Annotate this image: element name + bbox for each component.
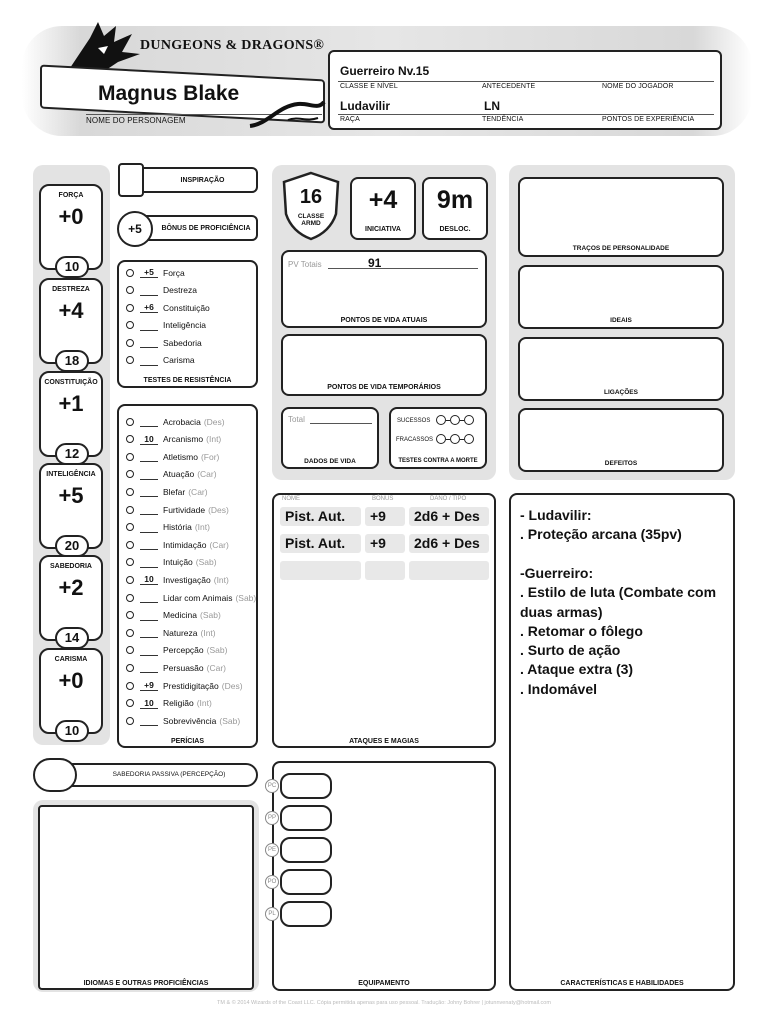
skill-name: Furtividade xyxy=(163,504,206,515)
attack-bonus[interactable]: +9 xyxy=(365,507,405,526)
equipment-title: EQUIPAMENTO xyxy=(358,980,410,987)
skill-name: Natureza xyxy=(163,627,198,638)
ability-score[interactable]: 10 xyxy=(55,256,89,278)
death-saves-label: TESTES CONTRA A MORTE xyxy=(398,458,478,464)
attacks-col-name: NOME xyxy=(282,496,300,502)
passive-wisdom-value[interactable] xyxy=(33,758,77,792)
skill-bonus xyxy=(140,451,158,462)
proficiency-circle[interactable] xyxy=(126,339,134,347)
proficiency-circle[interactable] xyxy=(126,418,134,426)
skill-bonus xyxy=(140,627,158,638)
saving-throw-row[interactable] xyxy=(126,299,210,316)
skill-attribute: (Int) xyxy=(196,698,212,709)
skill-bonus: 10 xyxy=(140,434,158,445)
skill-row[interactable] xyxy=(126,589,256,606)
armor-class-label-2: ARMD xyxy=(301,220,321,227)
skill-attribute: (Des) xyxy=(203,416,225,427)
alignment: LN xyxy=(484,99,500,113)
skill-attribute: (Int) xyxy=(200,627,216,638)
coin-label: PE xyxy=(265,843,279,857)
ability-name: CARISMA xyxy=(54,656,88,663)
skill-bonus: +9 xyxy=(140,680,158,691)
skill-row[interactable] xyxy=(126,642,227,659)
skill-row[interactable] xyxy=(126,536,229,553)
xp-label: PONTOS DE EXPERIÊNCIA xyxy=(602,116,695,123)
saving-throws-title: TESTES DE RESISTÊNCIA xyxy=(143,377,232,384)
passive-wisdom-label: SABEDORIA PASSIVA (PERCEPÇÃO) xyxy=(112,771,226,778)
skill-bonus xyxy=(140,715,158,726)
skill-name: Arcanismo xyxy=(163,434,204,445)
skill-attribute: (Sab) xyxy=(200,610,221,621)
coin-field[interactable] xyxy=(280,837,332,863)
skill-name: Intuição xyxy=(163,557,193,568)
proficiency-circle[interactable] xyxy=(126,470,134,478)
ability-score[interactable]: 18 xyxy=(55,350,89,372)
saving-throw-name: Constituição xyxy=(163,302,210,313)
feature-line: . Ataque extra (3) xyxy=(520,661,634,678)
skill-row[interactable] xyxy=(126,677,243,694)
skill-bonus xyxy=(140,522,158,533)
skill-attribute: (Car) xyxy=(188,486,208,497)
skill-name: Atletismo xyxy=(163,451,198,462)
skill-row[interactable] xyxy=(126,571,229,588)
proficiency-circle[interactable] xyxy=(126,286,134,294)
attack-bonus[interactable]: +9 xyxy=(365,534,405,553)
proficiency-circle[interactable] xyxy=(126,488,134,496)
feature-line: . Retomar o fôlego xyxy=(520,622,643,639)
proficiency-circle[interactable] xyxy=(126,594,134,602)
coin-label: PP xyxy=(265,811,279,825)
traits-label: TRAÇOS DE PERSONALIDADE xyxy=(572,245,670,252)
skill-bonus xyxy=(140,539,158,550)
skill-name: Medicina xyxy=(163,610,198,621)
skill-name: Prestidigitação xyxy=(163,680,219,691)
footer-copyright: TM & © 2014 Wizards of the Coast LLC. Cópia permitida apenas para uso pessoal. Tradução: Johny Bohrer | jotunnvenaty@hotmail.com xyxy=(217,1000,551,1006)
skill-name: Intimidação xyxy=(163,539,207,550)
skill-bonus xyxy=(140,486,158,497)
dragon-tail-icon xyxy=(248,96,328,130)
saving-throw-row[interactable] xyxy=(126,282,197,299)
feature-line: -Guerreiro: xyxy=(520,564,594,581)
attack-damage[interactable]: 2d6 + Des xyxy=(409,534,489,553)
skill-name: Religião xyxy=(163,698,194,709)
proficiency-circle[interactable] xyxy=(126,523,134,531)
ability-modifier: +0 xyxy=(58,204,84,229)
skill-attribute: (Sab) xyxy=(206,645,228,656)
proficiency-circle[interactable] xyxy=(126,682,134,690)
proficiency-circle[interactable] xyxy=(126,576,134,584)
languages-box[interactable] xyxy=(38,805,254,990)
race: Ludavilir xyxy=(340,99,391,113)
skill-name: Atuação xyxy=(163,469,195,480)
ability-score[interactable]: 14 xyxy=(55,627,89,649)
skill-row[interactable] xyxy=(126,712,240,729)
coin-label: PO xyxy=(265,875,279,889)
proficiency-circle[interactable] xyxy=(126,664,134,672)
attack-name[interactable]: Pist. Aut. xyxy=(280,534,361,553)
ability-4 xyxy=(39,555,103,645)
saving-throw-bonus xyxy=(140,320,158,331)
hit-dice-total-label: Total xyxy=(288,415,305,424)
skill-row[interactable] xyxy=(126,554,217,571)
skill-bonus xyxy=(140,610,158,621)
skill-name: Blefar xyxy=(163,486,186,497)
character-name: Magnus Blake xyxy=(98,82,240,105)
skill-name: Lidar com Animais xyxy=(163,592,233,603)
proficiency-circle[interactable] xyxy=(126,541,134,549)
skill-attribute: (Sab) xyxy=(219,715,241,726)
proficiency-circle[interactable] xyxy=(126,717,134,725)
proficiency-circle[interactable] xyxy=(126,269,134,277)
feature-line: . Estilo de luta (Combate com xyxy=(520,584,717,601)
skill-row[interactable] xyxy=(126,659,226,676)
logo-text: DUNGEONS & DRAGONS® xyxy=(140,38,325,53)
feature-line: - Ludavilir: xyxy=(520,507,592,523)
skill-bonus: 10 xyxy=(140,698,158,709)
skill-row[interactable] xyxy=(126,624,216,641)
proficiency-circle[interactable] xyxy=(126,558,134,566)
armor-class-value: 16 xyxy=(299,186,323,208)
proficiency-circle[interactable] xyxy=(126,646,134,654)
skill-bonus xyxy=(140,592,158,603)
inspiration-checkbox[interactable] xyxy=(118,163,144,197)
skill-bonus xyxy=(140,557,158,568)
saving-throw-bonus: +6 xyxy=(140,302,158,313)
skill-name: Percepção xyxy=(163,645,204,656)
proficiency-circle[interactable] xyxy=(126,453,134,461)
skill-attribute: (Des) xyxy=(221,680,243,691)
attacks-box xyxy=(272,493,496,748)
skill-row[interactable] xyxy=(126,448,219,465)
hp-max-label: PV Totais xyxy=(288,260,322,269)
skill-attribute: (Int) xyxy=(213,574,229,585)
ability-name: FORÇA xyxy=(58,192,84,199)
ability-2 xyxy=(39,371,103,461)
proficiency-label: BÔNUS DE PROFICIÊNCIA xyxy=(161,225,251,232)
ability-score[interactable]: 20 xyxy=(55,535,89,557)
saving-throw-row[interactable] xyxy=(126,334,202,351)
ability-score[interactable]: 12 xyxy=(55,443,89,465)
hp-current-label: PONTOS DE VIDA ATUAIS xyxy=(340,317,428,324)
attacks-col-damage: DANO / TIPO xyxy=(430,496,467,502)
skill-attribute: (For) xyxy=(200,451,220,462)
inspiration-label: INSPIRAÇÃO xyxy=(180,177,225,184)
skill-attribute: (Car) xyxy=(209,539,229,550)
saving-throw-bonus xyxy=(140,355,158,366)
initiative-label: INICIATIVA xyxy=(365,226,401,233)
death-saves-successes[interactable] xyxy=(436,415,474,425)
background-label: ANTECEDENTE xyxy=(482,83,536,90)
proficiency-circle[interactable] xyxy=(126,699,134,707)
flaws-label: DEFEITOS xyxy=(604,460,638,467)
saving-throw-name: Força xyxy=(163,267,185,278)
saving-throw-name: Destreza xyxy=(163,285,198,295)
skill-row[interactable] xyxy=(126,413,225,430)
skill-name: Sobrevivência xyxy=(163,715,217,726)
skill-bonus xyxy=(140,504,158,515)
proficiency-circle[interactable] xyxy=(126,435,134,443)
armor-class-label-1: CLASSE xyxy=(297,213,325,220)
skill-name: Investigação xyxy=(163,574,211,585)
skill-bonus xyxy=(140,469,158,480)
ability-score[interactable]: 10 xyxy=(55,720,89,742)
skill-attribute: (Sab) xyxy=(235,592,257,603)
character-name-label: NOME DO PERSONAGEM xyxy=(86,116,186,125)
ability-modifier: +1 xyxy=(58,391,84,416)
initiative-value: +4 xyxy=(368,186,398,214)
skill-attribute: (Int) xyxy=(194,522,210,533)
skill-row[interactable] xyxy=(126,695,212,712)
attacks-col-bonus: BÔNUS xyxy=(372,496,394,502)
proficiency-value: +5 xyxy=(117,211,153,247)
skill-attribute: (Sab) xyxy=(195,557,217,568)
attack-name[interactable]: Pist. Aut. xyxy=(280,507,361,526)
skill-row[interactable] xyxy=(126,607,221,624)
alignment-label: TENDÊNCIA xyxy=(482,116,524,123)
feature-line: . Surto de ação xyxy=(520,642,621,659)
death-saves-failures-label: FRACASSOS xyxy=(396,437,434,443)
coin-field[interactable] xyxy=(280,901,332,927)
skill-row[interactable] xyxy=(126,431,221,448)
skill-attribute: (Car) xyxy=(206,662,226,673)
skill-name: Acrobacia xyxy=(163,416,201,427)
ability-name: CONSTITUIÇÃO xyxy=(44,379,98,386)
coin-label: PC xyxy=(265,779,279,793)
feature-line: duas armas) xyxy=(520,603,603,620)
skill-name: História xyxy=(163,522,192,533)
hp-max-value: 91 xyxy=(368,256,382,270)
ability-name: INTELIGÊNCIA xyxy=(46,471,96,478)
saving-throw-bonus xyxy=(140,285,158,296)
proficiency-circle[interactable] xyxy=(126,506,134,514)
proficiency-circle[interactable] xyxy=(126,356,134,364)
saving-throw-name: Carisma xyxy=(163,355,195,365)
skill-row[interactable] xyxy=(126,519,210,536)
proficiency-circle[interactable] xyxy=(126,611,134,619)
saving-throw-row[interactable] xyxy=(126,317,206,334)
saving-throw-name: Sabedoria xyxy=(163,337,202,348)
coin-field[interactable] xyxy=(280,805,332,831)
attacks-title: ATAQUES E MAGIAS xyxy=(349,738,419,745)
speed-label: DESLOC. xyxy=(439,226,471,233)
death-saves-failures[interactable] xyxy=(436,434,474,444)
saving-throw-row[interactable] xyxy=(126,264,185,281)
ability-5 xyxy=(39,648,103,738)
skill-bonus xyxy=(140,645,158,656)
class-level-label: CLASSE E NÍVEL xyxy=(340,83,398,90)
coin-field[interactable] xyxy=(280,773,332,799)
ideals-label: IDEAIS xyxy=(610,317,632,324)
languages-label: IDIOMAS E OUTRAS PROFICIÊNCIAS xyxy=(83,980,209,987)
race-label: RAÇA xyxy=(340,116,360,123)
feature-line: . Indomável xyxy=(520,680,598,697)
skill-bonus: 10 xyxy=(140,574,158,585)
ability-name: SABEDORIA xyxy=(49,563,92,570)
ability-modifier: +2 xyxy=(58,575,84,600)
ability-1 xyxy=(39,278,103,368)
skill-name: Persuasão xyxy=(163,662,204,673)
ability-modifier: +0 xyxy=(58,668,84,693)
death-saves-successes-label: SUCESSOS xyxy=(397,418,431,424)
skill-attribute: (Des) xyxy=(208,504,229,515)
ability-modifier: +4 xyxy=(58,298,84,323)
hit-dice-label: DADOS DE VIDA xyxy=(304,458,356,465)
proficiency-circle[interactable] xyxy=(126,629,134,637)
player-name-label: NOME DO JOGADOR xyxy=(602,83,674,90)
attack-damage[interactable]: 2d6 + Des xyxy=(409,507,489,526)
ability-modifier: +5 xyxy=(58,483,84,508)
proficiency-circle[interactable] xyxy=(126,304,134,312)
skill-bonus xyxy=(140,662,158,673)
skill-row[interactable] xyxy=(126,466,217,483)
saving-throw-bonus xyxy=(140,337,158,348)
bonds-label: LIGAÇÕES xyxy=(604,389,638,396)
skill-row[interactable] xyxy=(126,501,229,518)
skills-title: PERÍCIAS xyxy=(170,738,205,745)
features-title: CARACTERÍSTICAS E HABILIDADES xyxy=(560,980,684,987)
saving-throw-bonus: +5 xyxy=(140,267,158,278)
ability-3 xyxy=(39,463,103,553)
coin-field[interactable] xyxy=(280,869,332,895)
skill-attribute: (Car) xyxy=(197,469,217,480)
proficiency-circle[interactable] xyxy=(126,321,134,329)
ability-0 xyxy=(39,184,103,274)
feature-line: . Proteção arcana (35pv) xyxy=(520,526,682,543)
speed-value: 9m xyxy=(436,186,474,214)
saving-throw-name: Inteligência xyxy=(163,320,207,330)
hp-temp-label: PONTOS DE VIDA TEMPORÁRIOS xyxy=(327,384,441,391)
skill-bonus xyxy=(140,416,158,427)
coin-label: PL xyxy=(265,907,279,921)
ability-name: DESTREZA xyxy=(52,286,90,293)
skill-attribute: (Int) xyxy=(206,434,222,445)
skill-row[interactable] xyxy=(126,483,208,500)
saving-throw-row[interactable] xyxy=(126,352,195,369)
class-level: Guerreiro Nv.15 xyxy=(340,64,430,78)
